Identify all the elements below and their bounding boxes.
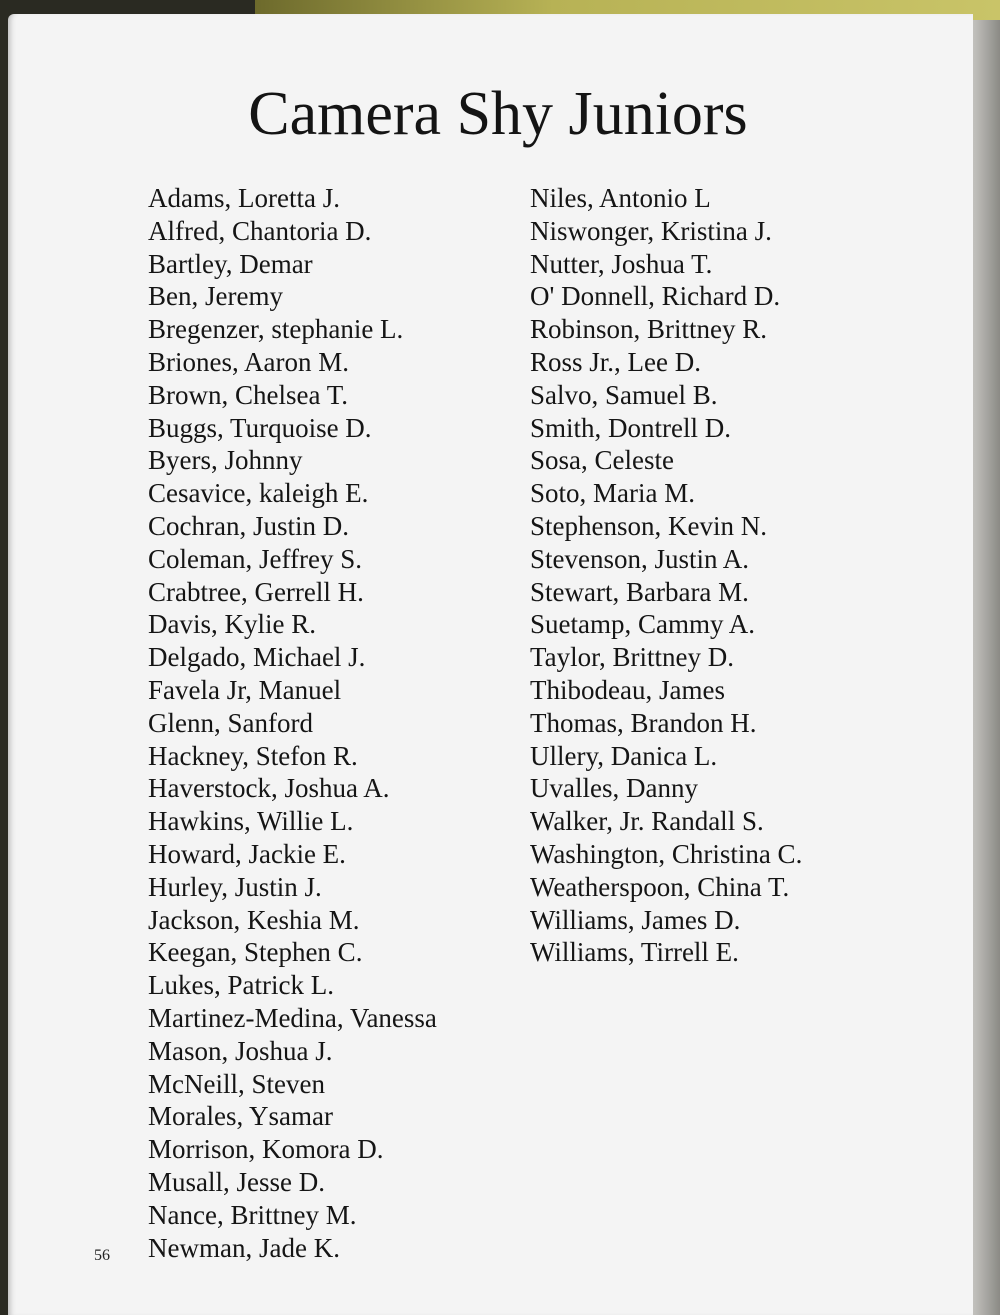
name-entry: Lukes, Patrick L. xyxy=(148,970,334,1001)
name-entry: Taylor, Brittney D. xyxy=(530,642,734,673)
name-entry: Hawkins, Willie L. xyxy=(148,806,354,837)
name-entry: Byers, Johnny xyxy=(148,445,303,476)
name-entry: Thibodeau, James xyxy=(530,674,725,705)
page-number: 56 xyxy=(94,1247,110,1264)
name-entry: Robinson, Brittney R. xyxy=(530,314,768,345)
name-entry: Smith, Dontrell D. xyxy=(530,412,731,443)
page-sheet xyxy=(8,14,973,1315)
name-entry: Sosa, Celeste xyxy=(530,445,674,476)
name-entry: Favela Jr, Manuel xyxy=(148,674,342,705)
name-entry: Mason, Joshua J. xyxy=(148,1035,333,1066)
name-entry: Delgado, Michael J. xyxy=(148,642,366,673)
name-entry: Adams, Loretta J. xyxy=(148,183,340,213)
name-entry: Thomas, Brandon H. xyxy=(530,707,757,738)
name-entry: Uvalles, Danny xyxy=(530,773,698,804)
name-entry: Keegan, Stephen C. xyxy=(148,937,363,968)
name-entry: Suetamp, Cammy A. xyxy=(530,609,755,640)
name-entry: Morales, Ysamar xyxy=(148,1101,333,1132)
names-column-left xyxy=(148,182,508,1264)
name-entry: Alfred, Chantoria D. xyxy=(148,215,372,246)
name-entry: Crabtree, Gerrell H. xyxy=(148,576,364,607)
name-entry: Cesavice, kaleigh E. xyxy=(148,478,369,509)
name-entry: Stephenson, Kevin N. xyxy=(530,510,767,541)
name-entry: O' Donnell, Richard D. xyxy=(530,281,781,312)
name-entry: Ben, Jeremy xyxy=(148,281,283,312)
name-entry: Williams, James D. xyxy=(530,904,741,935)
name-entry: Morrison, Komora D. xyxy=(148,1134,384,1165)
name-entry: Bartley, Demar xyxy=(148,248,313,279)
name-entry: Ross Jr., Lee D. xyxy=(530,346,701,377)
name-entry: Walker, Jr. Randall S. xyxy=(530,806,764,837)
name-entry: Soto, Maria M. xyxy=(530,478,695,509)
name-entry: Glenn, Sanford xyxy=(148,707,313,738)
name-entry: Haverstock, Joshua A. xyxy=(148,773,390,804)
name-entry: Weatherspoon, China T. xyxy=(530,871,790,902)
name-entry: Niles, Antonio L xyxy=(530,183,711,213)
name-entry: Briones, Aaron M. xyxy=(148,346,349,377)
name-entry: Davis, Kylie R. xyxy=(148,609,316,640)
name-entry: Hackney, Stefon R. xyxy=(148,740,358,771)
name-entry: Hurley, Justin J. xyxy=(148,871,322,902)
name-entry: Brown, Chelsea T. xyxy=(148,379,348,410)
name-entry: Nance, Brittney M. xyxy=(148,1199,357,1230)
names-column-right xyxy=(530,182,860,969)
name-entry: Salvo, Samuel B. xyxy=(530,379,718,410)
name-entry: Nutter, Joshua T. xyxy=(530,248,713,279)
name-entry: Williams, Tirrell E. xyxy=(530,937,739,968)
name-entry: Newman, Jade K. xyxy=(148,1232,340,1263)
name-entry: Stevenson, Justin A. xyxy=(530,543,750,574)
name-entry: Martinez-Medina, Vanessa xyxy=(148,1002,437,1033)
name-entry: Cochran, Justin D. xyxy=(148,510,349,541)
name-entry: Bregenzer, stephanie L. xyxy=(148,314,404,345)
name-entry: Howard, Jackie E. xyxy=(148,838,346,869)
name-entry: Musall, Jesse D. xyxy=(148,1166,325,1197)
name-entry: Washington, Christina C. xyxy=(530,838,803,869)
name-entry: Coleman, Jeffrey S. xyxy=(148,543,362,574)
page-title: Camera Shy Juniors xyxy=(248,80,748,148)
name-entry: Stewart, Barbara M. xyxy=(530,576,749,607)
name-entry: Ullery, Danica L. xyxy=(530,740,718,771)
name-entry: Niswonger, Kristina J. xyxy=(530,215,772,246)
name-entry: Buggs, Turquoise D. xyxy=(148,412,372,443)
name-entry: McNeill, Steven xyxy=(148,1068,325,1099)
name-entry: Jackson, Keshia M. xyxy=(148,904,360,935)
